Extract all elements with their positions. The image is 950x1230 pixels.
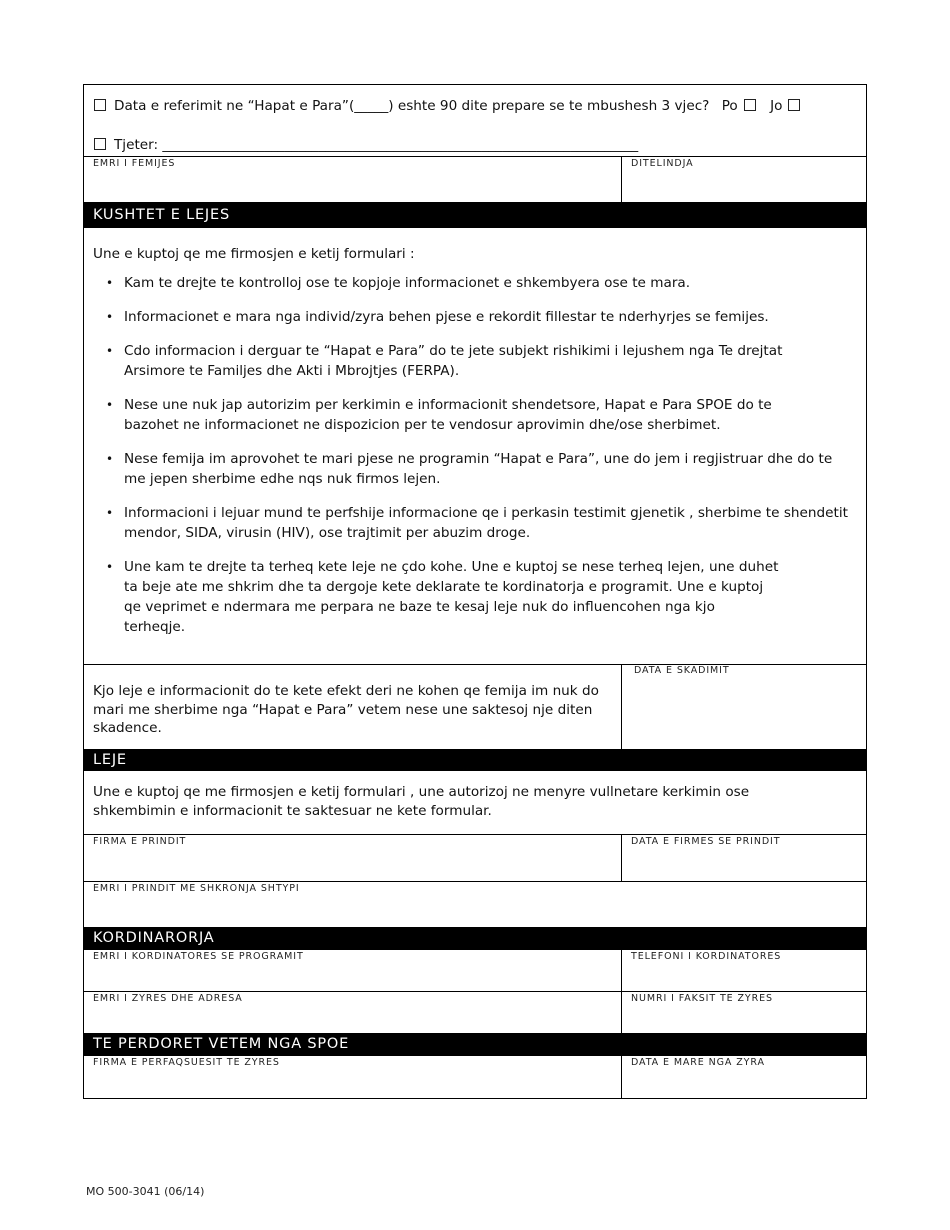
coordinator-heading: KORDINARORJA <box>84 928 866 950</box>
spoe-row <box>84 1056 866 1098</box>
expiry-row <box>84 665 866 750</box>
family-name-field[interactable] <box>84 157 622 202</box>
parent-signature-label: FIRMA E PRINDIT <box>93 836 187 847</box>
terms-section <box>84 228 866 665</box>
no-label: Jo <box>770 98 783 114</box>
office-address-label: EMRI I ZYRES DHE ADRESA <box>93 993 243 1004</box>
expiry-text-cell <box>84 665 622 749</box>
terms-heading: KUSHTET E LEJES <box>84 203 866 228</box>
parent-signature-date-label: DATA E FIRMES SE PRINDIT <box>631 836 781 847</box>
spoe-heading: TE PERDORET VETEM NGA SPOE <box>84 1034 866 1056</box>
office-row <box>84 992 866 1034</box>
yes-label: Po <box>721 98 738 114</box>
referral-question: Data e referimit ne “Hapat e Para”(_____) eshte 90 dite prepare se te mbushesh 3 vjec? <box>114 98 710 114</box>
parent-signature-row <box>84 835 866 882</box>
list-item: • Kam te drejte te kontrolloj ose te kopjoje informacionet e shkembyera ose te mara. <box>106 275 691 291</box>
coordinator-name-field[interactable] <box>84 950 622 991</box>
family-name-label: EMRI I FEMIJES <box>93 158 176 169</box>
office-fax-label: NUMRI I FAKSIT TE ZYRES <box>631 993 773 1004</box>
form-code: MO 500-3041 (06/14) <box>86 1185 205 1198</box>
birthdate-field[interactable] <box>622 157 866 202</box>
other-line <box>94 136 638 155</box>
permission-heading: LEJE <box>84 750 866 771</box>
birthdate-label: DITELINDJA <box>631 158 694 169</box>
parent-signature-field[interactable] <box>84 835 622 881</box>
other-checkbox[interactable] <box>94 138 106 150</box>
office-address-field[interactable] <box>84 992 622 1033</box>
consent-form <box>83 84 867 1099</box>
list-item: • Informacionet e mara nga individ/zyra behen pjese e rekordit fillestar te nderhyrjes se femijes. <box>106 309 769 325</box>
parent-printed-name-label: EMRI I PRINDIT ME SHKRONJA SHTYPI <box>93 883 300 894</box>
rep-signature-field[interactable] <box>84 1056 622 1098</box>
list-item: • Nese une nuk jap autorizim per kerkimin e informacionit shendetsore, Hapat e Para SPOE do te bazohet ne informacionet ne dispozicion per te vendosur aprovimin dhe/ose sherbimet. <box>106 397 772 433</box>
no-checkbox[interactable] <box>788 99 800 111</box>
list-item: • Une kam te drejte ta terheq kete leje ne çdo kohe. Une e kuptoj se nese terheq lejen, une duhet ta beje ate me shkrim dhe ta dergoje kete deklarate te kordinatorja e programit. Une e kuptoj qe veprimet e ndermara me perpara ne baze te kesaj leje nuk do influencohen nga kjo terheqje. <box>106 559 779 635</box>
yes-checkbox[interactable] <box>744 99 756 111</box>
other-field[interactable]: Tjeter: ______________________________________________________________________ <box>114 137 639 153</box>
expiry-date-label: DATA E SKADIMIT <box>634 665 730 676</box>
coordinator-phone-field[interactable] <box>622 950 866 991</box>
referral-checkbox[interactable] <box>94 99 106 111</box>
permission-text: Une e kuptoj qe me firmosjen e ketij formulari , une autorizoj ne menyre vullnetare kerkimin ose shkembimin e informacionit te saktesuar ne kete formular. <box>93 784 750 819</box>
coordinator-row <box>84 950 866 992</box>
list-item: • Cdo informacion i derguar te “Hapat e Para” do te jete subjekt rishikimi i lejushem nga Te drejtat Arsimore te Familjes dhe Akti i Mbrojtjes (FERPA). <box>106 343 783 379</box>
rep-signature-label: FIRMA E PERFAQSUESIT TE ZYRES <box>93 1057 280 1068</box>
coordinator-phone-label: TELEFONI I KORDINATORES <box>631 951 782 962</box>
referral-section <box>84 85 866 157</box>
list-item: • Informacioni i lejuar mund te perfshije informacione qe i perkasin testimit gjenetik , sherbime te shendetit mendor, SIDA, virusin (HIV), ose trajtimit per abuzim droge. <box>106 505 848 541</box>
parent-name-row[interactable] <box>84 882 866 928</box>
terms-intro: Une e kuptoj qe me firmosjen e ketij formulari : <box>93 246 415 262</box>
coordinator-name-label: EMRI I KORDINATORES SE PROGRAMIT <box>93 951 304 962</box>
expiry-date-field[interactable] <box>622 665 866 749</box>
received-date-field[interactable] <box>622 1056 866 1098</box>
terms-list <box>106 273 862 651</box>
expiry-text: Kjo leje e informacionit do te kete efekt deri ne kohen qe femija im nuk do mari me sherbime nga “Hapat e Para” vetem nese une saktesoj nje diten skadence. <box>93 683 599 736</box>
referral-line <box>94 97 804 116</box>
office-fax-field[interactable] <box>622 992 866 1033</box>
permission-section <box>84 771 866 835</box>
received-date-label: DATA E MARE NGA ZYRA <box>631 1057 765 1068</box>
parent-signature-date-field[interactable] <box>622 835 866 881</box>
list-item: • Nese femija im aprovohet te mari pjese ne programin “Hapat e Para”, une do jem i regjistruar dhe do te me jepen sherbime edhe nqs nuk firmos lejen. <box>106 451 833 487</box>
family-row <box>84 157 866 203</box>
